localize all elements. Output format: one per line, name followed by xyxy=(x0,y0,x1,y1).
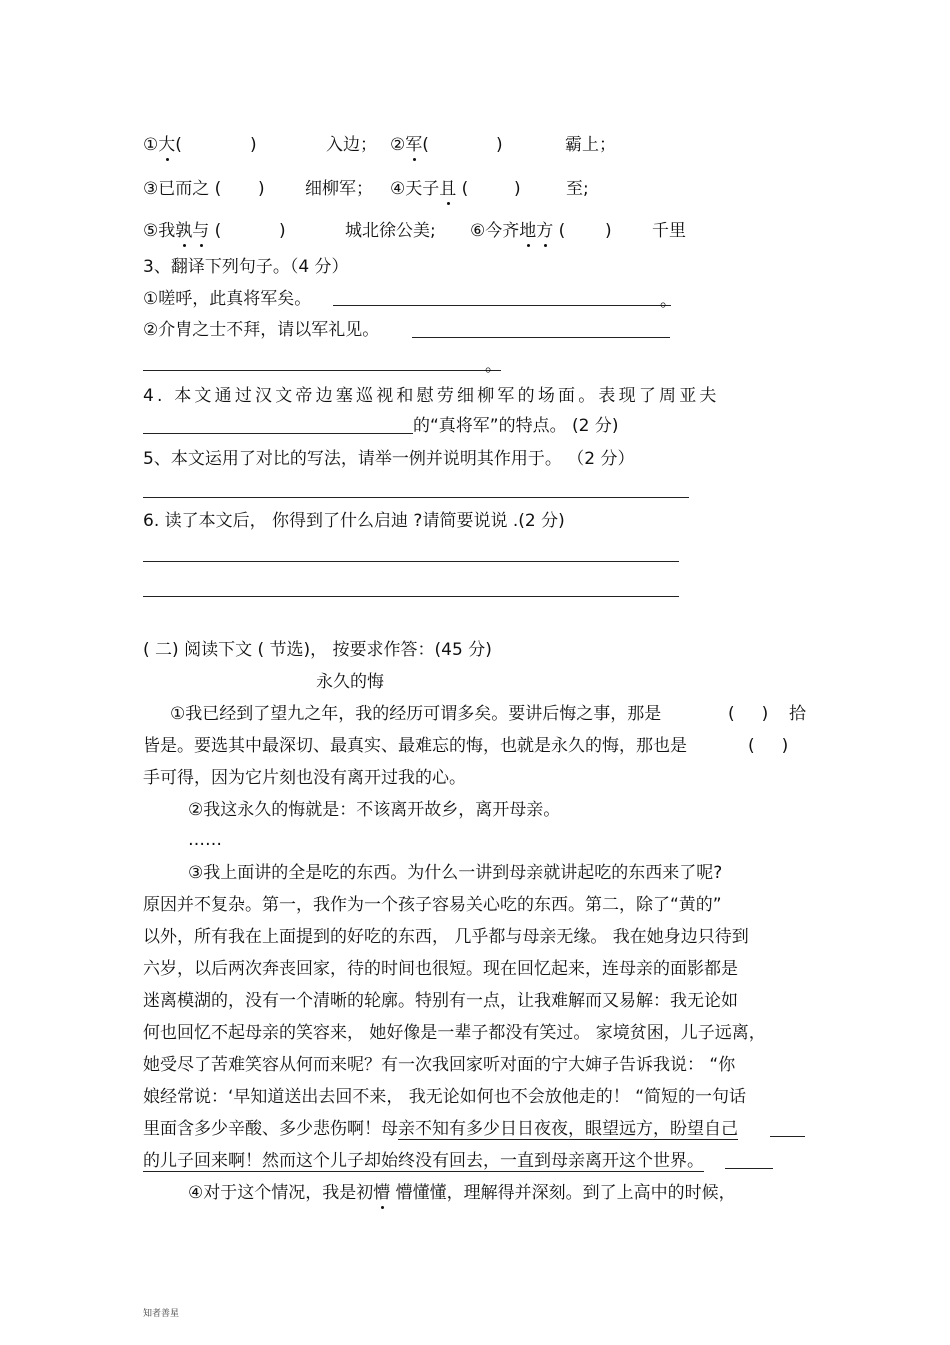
q2-row3-paren-close1: ) xyxy=(279,221,286,241)
underline-extension-1 xyxy=(770,1136,805,1137)
q2-row3-text1: 城北徐公美; xyxy=(345,221,436,241)
q2-row2-paren-close1: ) xyxy=(258,179,265,199)
p3-line10 xyxy=(143,1150,704,1172)
ellipsis: …… xyxy=(188,830,222,850)
underlined-passage-1: 亲不知有多少日日夜夜，眼望远方，盼望自己 xyxy=(398,1119,738,1139)
p3-line2: 原因并不复杂。第一，我作为一个孩子容易关心吃的东西。第二，除了“黄的” xyxy=(143,895,722,915)
q2-row1-text1: 入边； xyxy=(326,135,377,155)
p1-line1: ①我已经到了望九之年，我的经历可谓多矣。要讲后悔之事，那是 xyxy=(170,704,662,724)
underline-extension-2 xyxy=(725,1168,773,1169)
p1-line2: 皆是。要选其中最深切、最真实、最难忘的悔，也就是永久的悔，那也是 xyxy=(143,736,687,756)
q3-sentence-1: ①嗟呼，此真将军矣。 xyxy=(143,289,312,309)
q2-row3-text2: 千里 xyxy=(652,221,686,241)
part2-heading: ( 二) 阅读下文 ( 节选)， 按要求作答：(45 分) xyxy=(143,640,492,660)
q2-row1-item1: ①大( xyxy=(143,135,182,155)
q6-answer-line-2[interactable] xyxy=(143,596,679,597)
q4-question: 4. 本文通过汉文帝边塞巡视和慰劳细柳军的场面。表现了周亚夫 xyxy=(143,386,720,406)
q4-question-suffix: 的“真将军”的特点。 (2 分) xyxy=(413,416,619,436)
p4-text: ④对于这个情况，我是初懵 懵懂懂，理解得并深刻。到了上高中的时候， xyxy=(188,1183,736,1203)
p3-line3: 以外，所有我在上面提到的好吃的东西， 几乎都与母亲无缘。 我在她身边只待到 xyxy=(143,927,749,947)
q6-answer-line-1[interactable] xyxy=(143,561,679,562)
q2-row2-item1: ③已而之 ( xyxy=(143,179,222,199)
q6-question: 6. 读了本文后， 你得到了什么启迪 ?请简要说说 .(2 分) xyxy=(143,511,565,531)
p1-blank2: ( ) xyxy=(748,736,789,756)
p3-line4: 六岁，以后两次奔丧回家，待的时间也很短。现在回忆起来，连母亲的面影都是 xyxy=(143,959,738,979)
q2-row1-paren-close2: ) xyxy=(496,135,503,155)
q2-row3-item2: ⑥今齐地方 ( xyxy=(470,221,566,241)
q2-row3-item1: ⑤我孰与 ( xyxy=(143,221,222,241)
footer-text: 知者善星 xyxy=(143,1309,180,1319)
q2-row3-paren-close2: ) xyxy=(605,221,612,241)
p3-line6: 何也回忆不起母亲的笑容来， 她好像是一辈子都没有笑过。 家境贫困，儿子远离， xyxy=(143,1023,766,1043)
p3-line8: 娘经常说：‘早知道送出去回不来， 我无论如何也不会放他走的！ “简短的一句话 xyxy=(143,1087,747,1107)
q4-answer-line[interactable] xyxy=(143,433,413,434)
q2-row1-text2: 霸上； xyxy=(565,135,616,155)
q2-row2-item2: ④天子且 ( xyxy=(390,179,469,199)
p2-text: ②我这永久的悔就是：不该离开故乡，离开母亲。 xyxy=(188,800,561,820)
q2-row2-paren-close2: ) xyxy=(514,179,521,199)
q3-answer-line-2a[interactable] xyxy=(412,337,670,338)
q3-sentence-2: ②介胄之士不拜，请以军礼见。 xyxy=(143,320,380,340)
p1-blank1: ( ) xyxy=(728,704,769,724)
p1-line3: 手可得，因为它片刻也没有离开过我的心。 xyxy=(143,768,466,788)
p1-line1-end: 拾 xyxy=(789,704,806,724)
p3-line9: 里面含多少辛酸、多少悲伤啊！母亲不知有多少日日夜夜，眼望远方，盼望自己 xyxy=(143,1119,738,1139)
p3-line1: ③我上面讲的全是吃的东西。为什么一讲到母亲就讲起吃的东西来了呢? xyxy=(188,863,723,883)
q2-row2-text1: 细柳军； xyxy=(305,179,373,199)
q3-sentence-1-period: 。 xyxy=(660,291,677,311)
p3-line5: 迷离模湖的，没有一个清晰的轮廓。特别有一点，让我难解而又易解：我无论如 xyxy=(143,991,738,1011)
q3-heading: 3、翻译下列句子。（4 分） xyxy=(143,257,349,277)
q3-sentence-2-period: 。 xyxy=(485,356,502,376)
q5-question: 5、本文运用了对比的写法，请举一例并说明其作用于。 （2 分） xyxy=(143,449,635,469)
article-title: 永久的悔 xyxy=(316,672,384,692)
q3-answer-line-2b[interactable] xyxy=(143,370,501,371)
q3-answer-line-1[interactable] xyxy=(333,305,671,306)
q5-answer-line[interactable] xyxy=(143,497,689,498)
q2-row2-text2: 至; xyxy=(566,179,589,199)
underlined-passage-2: 的儿子回来啊！然而这个儿子却始终没有回去，一直到母亲离开这个世界。 xyxy=(143,1151,704,1171)
p3-line7: 她受尽了苦难笑容从何而来呢？有一次我回家听对面的宁大婶子告诉我说： “你 xyxy=(143,1055,736,1075)
q2-row1-paren-close1: ) xyxy=(250,135,257,155)
q2-row1-item2: ②军( xyxy=(390,135,429,155)
